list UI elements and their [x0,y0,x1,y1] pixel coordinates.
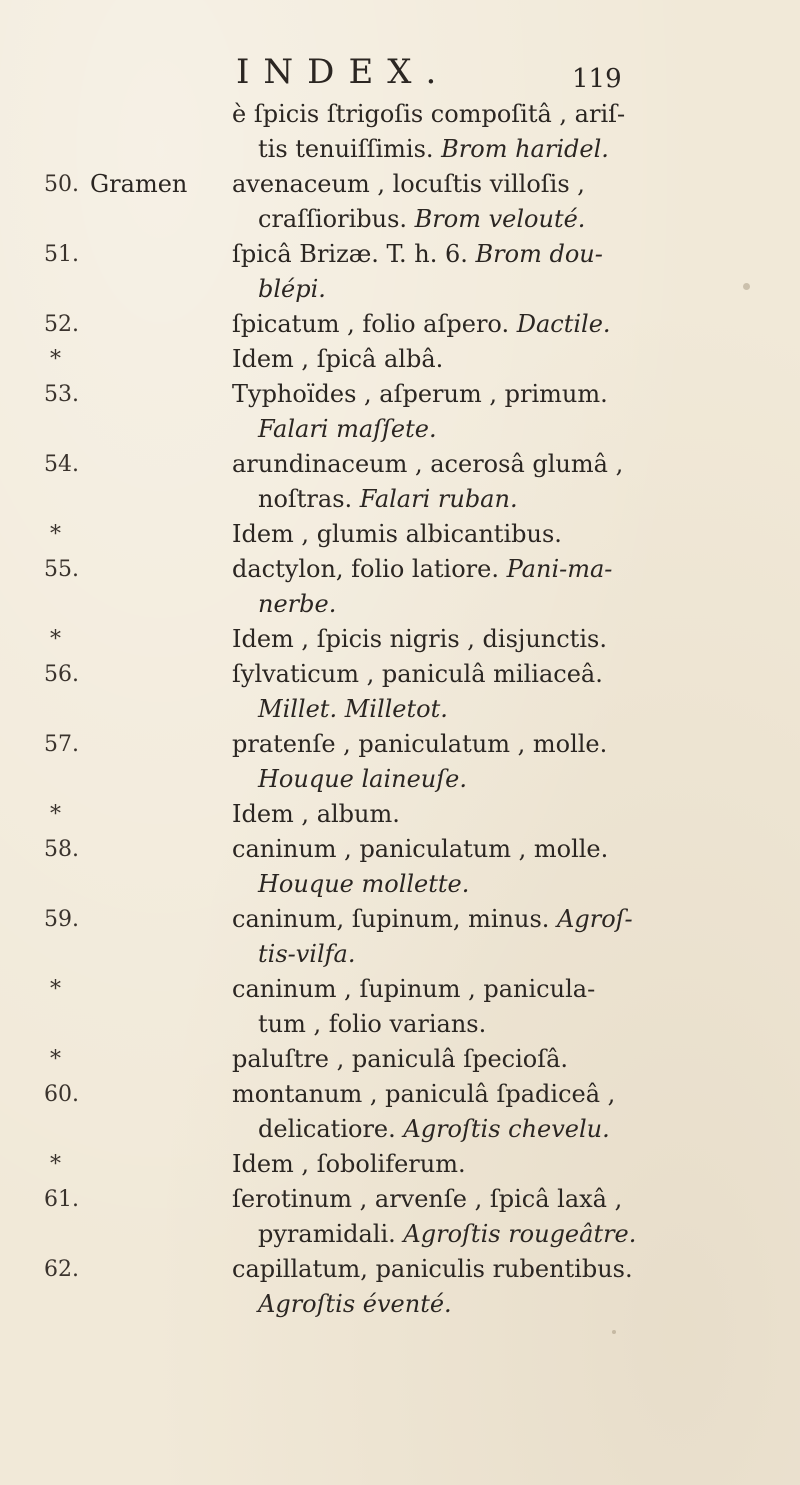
index-entry [0,902,800,972]
entry-line [0,237,800,272]
entry-text [258,412,437,447]
entry-text [232,657,603,692]
variety-asterisk: * [50,977,61,1002]
entry-number: 50. [44,172,79,197]
entry-line [0,1182,800,1217]
entry-line [0,342,800,377]
latin-description: delicatiore. [258,1115,404,1143]
latin-description: Idem , ſpicis nigris , disjunctis. [232,625,607,653]
entry-line [0,517,800,552]
latin-description: Idem , ſoboliferum. [232,1150,466,1178]
entry-text [258,867,469,902]
vernacular-name: Pani-ma- [506,555,613,583]
latin-description: paluſtre , paniculâ ſpecioſâ. [232,1045,569,1073]
index-entry [0,307,800,342]
entry-line [0,1007,800,1042]
latin-description: caninum, ſupinum, minus. [232,905,558,933]
entry-line [0,167,800,202]
variety-asterisk: * [50,522,61,547]
vernacular-name: Millet. Milletot. [258,695,448,723]
page-title: INDEX. [236,52,451,92]
entry-line [0,1217,800,1252]
latin-description: Typhoïdes , aſperum , primum. [232,380,608,408]
entry-number: 60. [44,1082,79,1107]
entry-line [0,482,800,517]
entry-text [258,482,518,517]
entry-text [258,762,467,797]
vernacular-name: Brom velouté. [414,205,586,233]
entry-text [232,97,625,132]
index-entry [0,1147,800,1182]
entry-line [0,1147,800,1182]
latin-description: capillatum, paniculis rubentibus. [232,1255,633,1283]
entry-number: 53. [44,382,79,407]
index-entry [0,797,800,832]
latin-description: ſylvaticum , paniculâ miliaceâ. [232,660,603,688]
entry-line [0,307,800,342]
index-entry [0,972,800,1042]
latin-description: ſerotinum , arvenſe , ſpicâ laxâ , [232,1185,623,1213]
entry-line [0,377,800,412]
vernacular-name: Agroſtis éventé. [258,1290,452,1318]
entry-line [0,727,800,762]
entry-text [232,1147,466,1182]
vernacular-name: Agroſtis chevelu. [403,1115,610,1143]
latin-description: tis tenuiſſimis. [258,135,442,163]
entry-line [0,972,800,1007]
index-entry [0,832,800,902]
vernacular-name: Houque laineuſe. [258,765,467,793]
entry-line [0,97,800,132]
entry-line [0,587,800,622]
latin-description: tum , folio varians. [258,1010,487,1038]
entry-text [258,1217,636,1252]
entry-text [232,727,607,762]
entry-text [258,692,448,727]
entry-text [232,1042,568,1077]
variety-asterisk: * [50,627,61,652]
latin-description: pratenſe , paniculatum , molle. [232,730,608,758]
latin-description: è ſpicis ſtrigoſis compoſitâ , ariſ- [232,100,626,128]
entry-line [0,412,800,447]
entry-text [232,1182,622,1217]
paper-speck [612,1330,616,1334]
index-entry [0,517,800,552]
index-entry [0,237,800,307]
entry-line [0,692,800,727]
entry-line [0,902,800,937]
entry-text [232,447,623,482]
entry-line [0,1077,800,1112]
entry-number: 55. [44,557,79,582]
vernacular-name: Falari ruban. [359,485,518,513]
entry-text [232,237,603,272]
index-entry [0,1077,800,1147]
paper-speck [743,283,750,290]
index-entry [0,1252,800,1322]
variety-asterisk: * [50,802,61,827]
entry-text [232,307,611,342]
entry-line [0,1042,800,1077]
entry-text [232,552,612,587]
latin-description: ſpicâ Brizæ. T. h. 6. [232,240,476,268]
latin-description: craſſioribus. [258,205,415,233]
entry-text [258,937,355,972]
index-entry [0,622,800,657]
entry-text [258,587,336,622]
entry-text [258,1112,610,1147]
entry-text [258,1007,486,1042]
entry-text [258,202,585,237]
entry-number: 54. [44,452,79,477]
index-entry [0,97,800,167]
entry-line [0,447,800,482]
vernacular-name: nerbe. [258,590,337,618]
entry-line [0,552,800,587]
index-entry [0,342,800,377]
vernacular-name: Houque mollette. [258,870,470,898]
entry-number: 52. [44,312,79,337]
entry-line [0,832,800,867]
entry-number: 58. [44,837,79,862]
entry-number: 61. [44,1187,79,1212]
page-header [0,52,800,102]
index-entry [0,727,800,797]
entry-line [0,1112,800,1147]
entry-number: 57. [44,732,79,757]
page-number: 119 [572,64,622,94]
vernacular-name: tis-vilfa. [258,940,356,968]
entry-line [0,657,800,692]
index-entry [0,447,800,517]
entry-text [232,342,443,377]
entry-text [232,797,400,832]
index-entry [0,657,800,727]
latin-description: pyramidali. [258,1220,404,1248]
vernacular-name: blépi. [258,275,326,303]
entry-line [0,132,800,167]
latin-description: montanum , paniculâ ſpadiceâ , [232,1080,616,1108]
entry-text [232,1077,615,1112]
entry-text [232,377,608,412]
latin-description: noſtras. [258,485,360,513]
variety-asterisk: * [50,347,61,372]
entry-line [0,937,800,972]
latin-description: dactylon, folio latiore. [232,555,507,583]
entry-line [0,272,800,307]
index-entry [0,167,800,237]
entry-number: 62. [44,1257,79,1282]
entry-text [258,132,609,167]
latin-description: arundinaceum , acerosâ glumâ , [232,450,624,478]
index-entry [0,1042,800,1077]
vernacular-name: Brom haridel. [441,135,609,163]
entry-line [0,1287,800,1322]
vernacular-name: Agroſ- [557,905,633,933]
entry-number: 59. [44,907,79,932]
vernacular-name: Dactile. [516,310,611,338]
latin-description: caninum , ſupinum , panicula- [232,975,596,1003]
entry-text [232,517,562,552]
entry-text [232,167,585,202]
index-entries [0,97,800,1322]
latin-description: Idem , ſpicâ albâ. [232,345,444,373]
entry-text [232,902,633,937]
entry-line [0,762,800,797]
entry-text [232,1252,633,1287]
vernacular-name: Agroſtis rougeâtre. [403,1220,637,1248]
entry-line [0,797,800,832]
latin-description: ſpicatum , folio aſpero. [232,310,517,338]
entry-text [258,272,326,307]
entry-line [0,867,800,902]
entry-line [0,202,800,237]
latin-description: Idem , album. [232,800,400,828]
entry-text [232,972,595,1007]
vernacular-name: Falari maſſete. [258,415,437,443]
latin-description: Idem , glumis albicantibus. [232,520,562,548]
index-entry [0,1182,800,1252]
entry-line [0,622,800,657]
entry-text [258,1287,452,1322]
latin-description: caninum , paniculatum , molle. [232,835,609,863]
index-entry [0,377,800,447]
entry-number: 56. [44,662,79,687]
index-entry [0,552,800,622]
entry-text [232,622,607,657]
entry-line [0,1252,800,1287]
latin-description: avenaceum , locuſtis villoſis , [232,170,585,198]
entry-text [232,832,608,867]
genus-name: Gramen [90,170,188,198]
variety-asterisk: * [50,1152,61,1177]
variety-asterisk: * [50,1047,61,1072]
entry-number: 51. [44,242,79,267]
vernacular-name: Brom dou- [475,240,603,268]
